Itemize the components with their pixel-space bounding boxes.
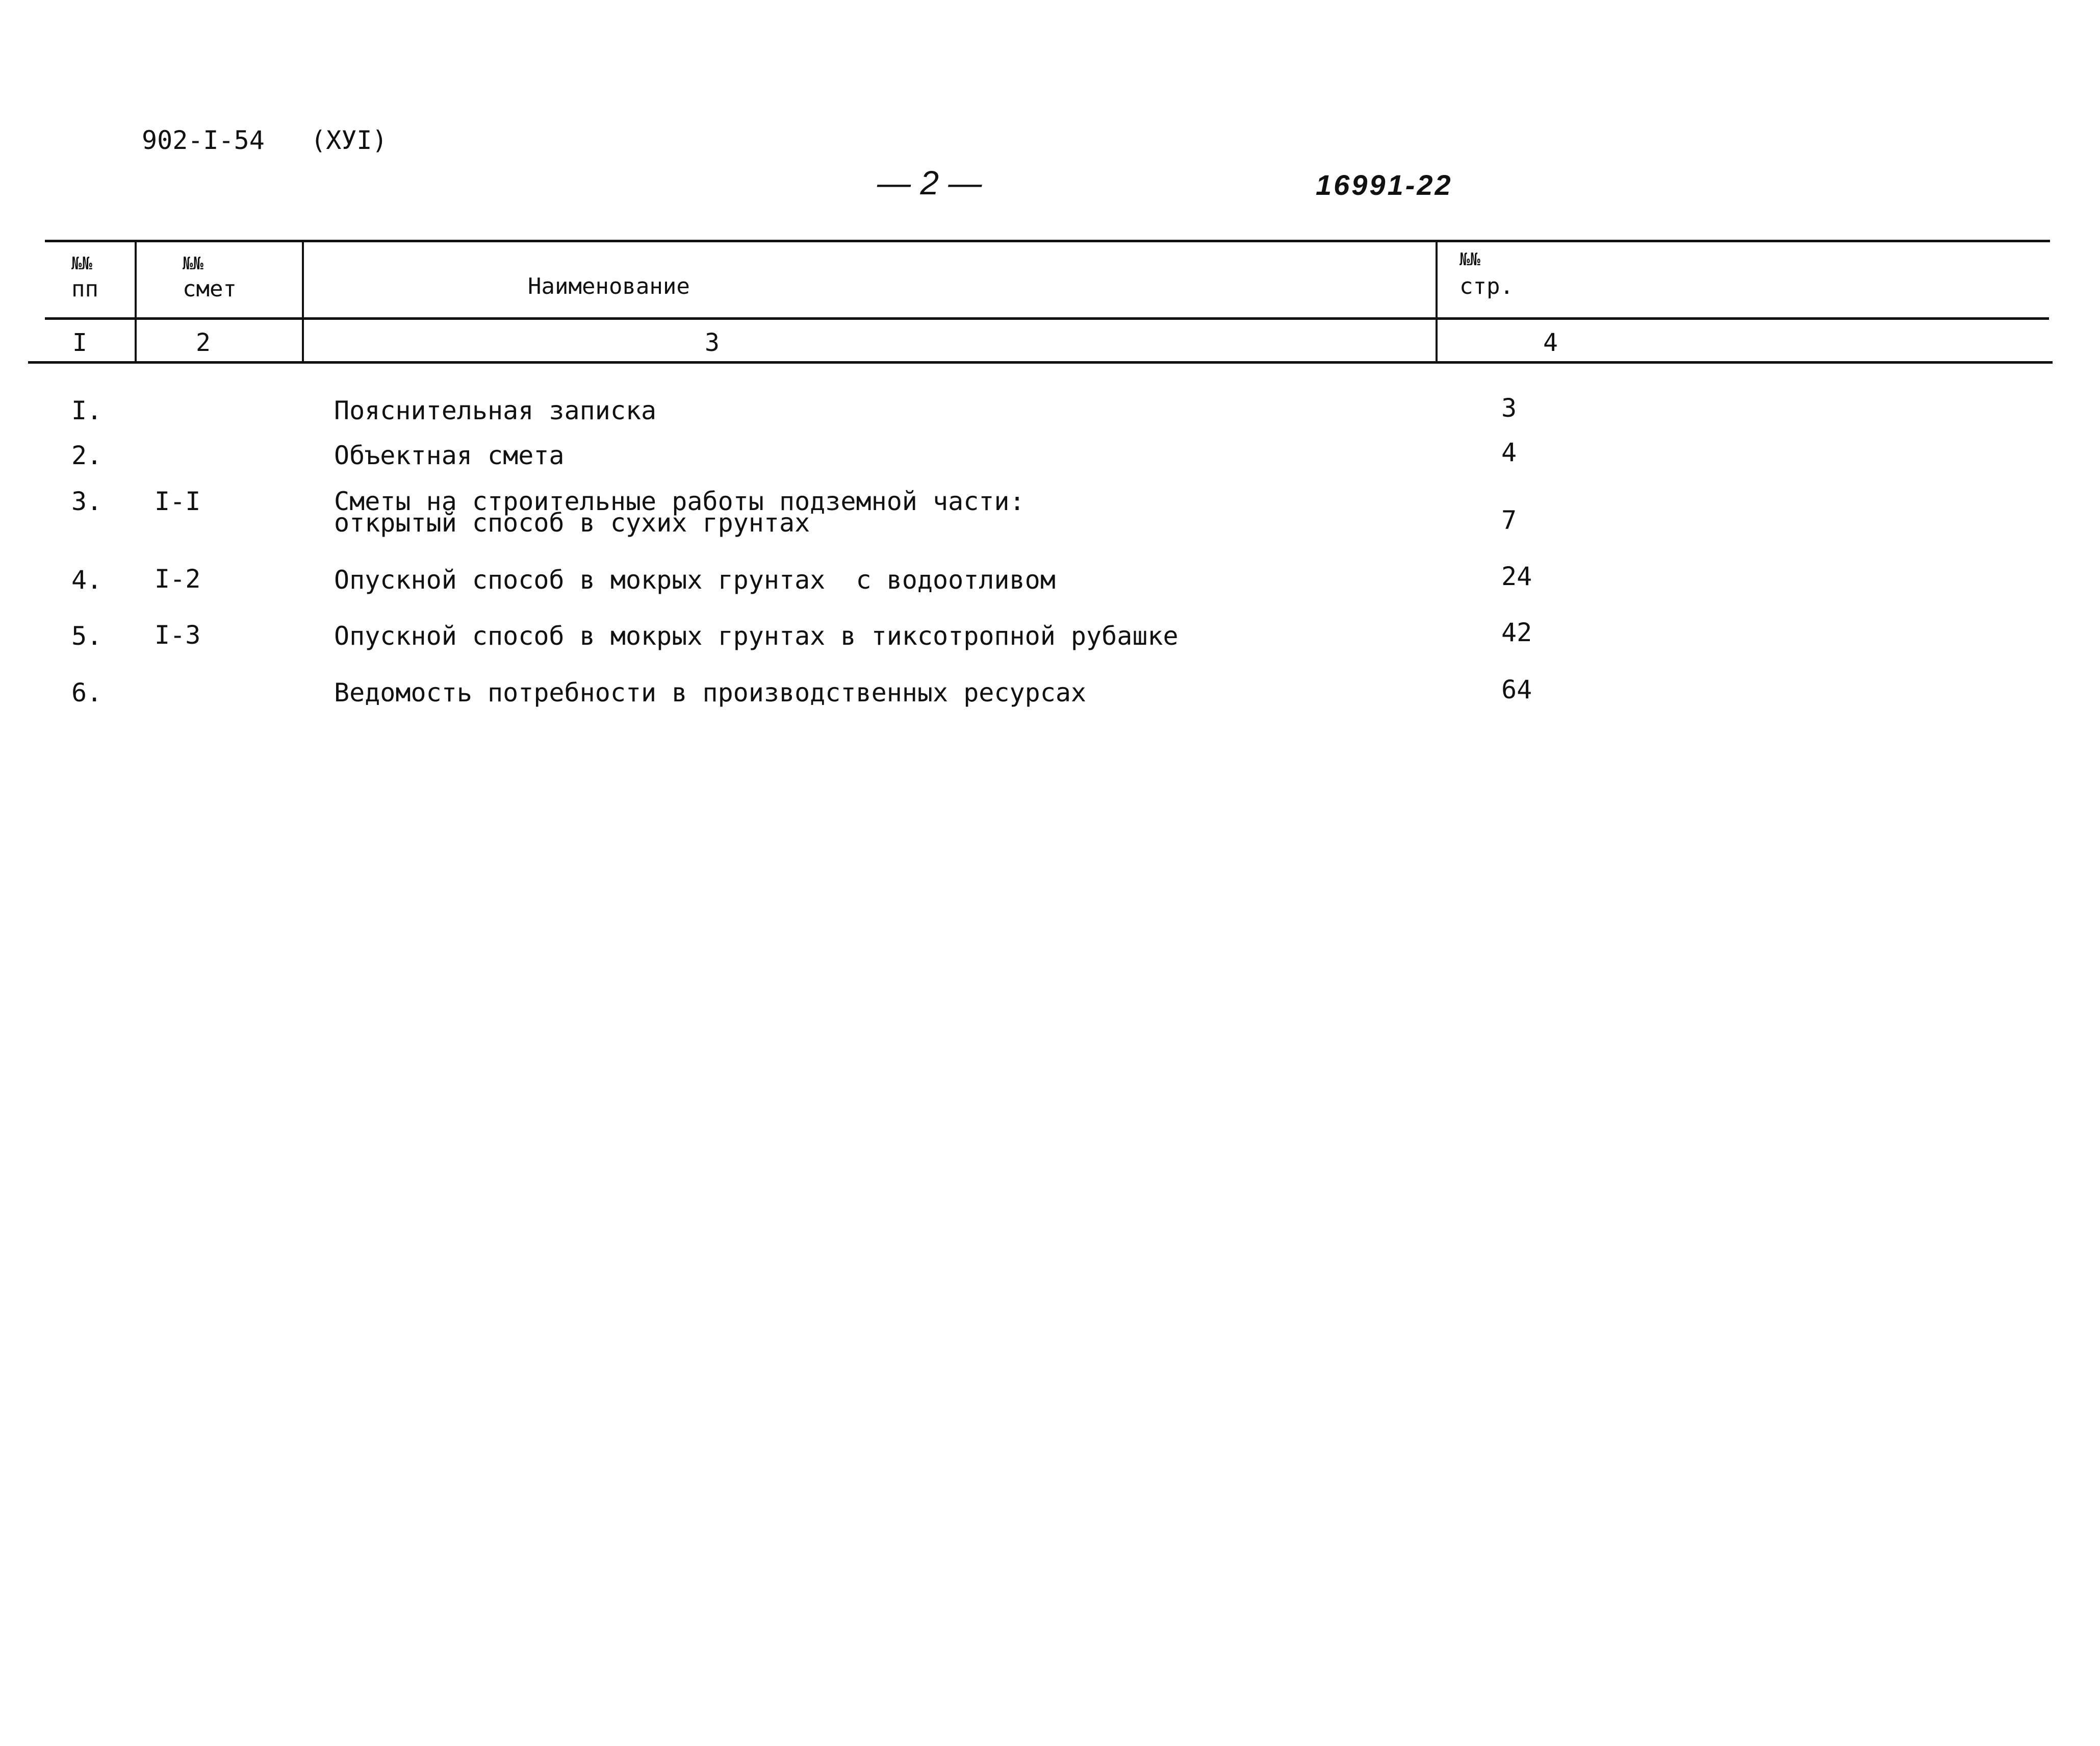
col2-sign: №№ — [183, 254, 203, 274]
row-smeta: I-3 — [155, 620, 201, 650]
col3-header: Наименование — [528, 273, 690, 299]
row-name: Объектная смета — [334, 441, 565, 470]
row-page: 3 — [1501, 393, 1517, 423]
column-divider-3 — [1436, 240, 1438, 361]
col1-sign: №№ — [71, 254, 92, 274]
row-name: Пояснительная записка — [334, 396, 657, 425]
row-number: 4. — [71, 565, 103, 595]
row-number: 3. — [71, 487, 103, 516]
row-name: Опускной способ в мокрых грунтах в тиксотропной рубашке — [334, 621, 1179, 651]
row-number: 2. — [71, 441, 103, 470]
page-number: — 2 — — [877, 164, 982, 201]
table-bottom-rule — [28, 361, 2053, 364]
row-name: Опускной способ в мокрых грунтах с водоотливом — [334, 565, 1056, 595]
column-number-2: 2 — [196, 328, 211, 357]
row-page: 64 — [1501, 675, 1532, 704]
row-number: 5. — [71, 621, 103, 651]
row-number: I. — [71, 396, 103, 425]
row-name: Ведомость потребности в производственных ресурсах — [334, 678, 1087, 707]
column-divider-1 — [135, 240, 137, 361]
col4-sign: №№ — [1459, 249, 1480, 270]
row-name-continued: открытый способ в сухих грунтах — [334, 508, 810, 538]
row-page: 4 — [1501, 438, 1517, 467]
column-divider-2 — [302, 240, 304, 361]
column-number-4: 4 — [1543, 328, 1558, 357]
row-smeta: I-2 — [155, 564, 201, 594]
row-page: 24 — [1501, 562, 1532, 591]
inventory-number: 16991-22 — [1316, 169, 1453, 201]
col4-header: стр. — [1459, 273, 1514, 299]
row-page: 7 — [1501, 505, 1517, 535]
row-smeta: I-I — [155, 487, 201, 516]
col1-header: пп — [71, 276, 98, 302]
table-mid-rule — [45, 317, 2049, 320]
row-number: 6. — [71, 678, 103, 707]
column-number-1: I — [72, 328, 87, 357]
column-number-3: 3 — [705, 328, 720, 357]
document-code: 902-I-54 (XУI) — [142, 125, 388, 155]
row-name: Сметы на строительные работы подземной части: — [334, 487, 1025, 516]
table-top-rule — [45, 240, 2050, 242]
row-page: 42 — [1501, 618, 1532, 647]
col2-header: смет — [183, 276, 237, 302]
